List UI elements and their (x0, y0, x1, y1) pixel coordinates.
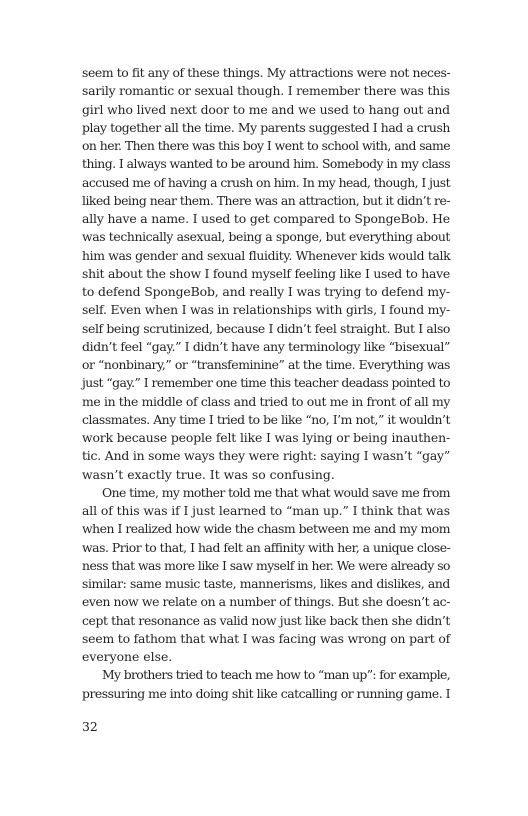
text-line: was technically asexual, being a sponge, but everything about (82, 229, 451, 245)
text-line: ness that was more like I saw myself in her. We were already so (82, 557, 450, 573)
text-line: me in the middle of class and tried to out me in front of all my (82, 393, 451, 409)
text-line: liked being near them. There was an attraction, but it didn’t re- (82, 192, 450, 208)
text-line: when I realized how wide the chasm between me and my mom (82, 521, 450, 537)
text-line: work because people felt like I was lying or being inauthen- (82, 430, 450, 445)
text-line: seem to fit any of these things. My attractions were not neces- (82, 65, 451, 80)
text-line: seem to fathom that what I was facing was wrong on part of (82, 630, 450, 646)
text-line: wasn’t exactly true. It was so confusing. (82, 466, 335, 482)
text-line: all of this was if I just learned to “man up.” I think that was (82, 503, 450, 518)
text-line: just “gay.” I remember one time this teacher deadass pointed to (82, 375, 451, 391)
text-line: him was gender and sexual fluidity. Whenever kids would talk (82, 247, 451, 263)
text-line: self being scrutinized, because I didn’t feel straight. But I also (82, 320, 451, 336)
text-line: to defend SpongeBob, and really I was trying to defend my- (82, 284, 450, 299)
text-line: thing. I always wanted to be around him. Somebody in my class (82, 156, 451, 172)
text-line: girl who lived next door to me and we used to hang out and (82, 101, 450, 117)
text-line: was. Prior to that, I had felt an affinity with her, a unique close- (82, 539, 451, 555)
text-line: tic. And in some ways they were right: saying I wasn’t “gay” (82, 448, 450, 464)
text-line: self. Even when I was in relationships with girls, I found my- (82, 302, 450, 318)
text-line: even now we relate on a number of things. But she doesn’t ac- (82, 594, 450, 610)
text-line: My brothers tried to teach me how to “man up”: for example, (102, 667, 451, 683)
text-line: didn’t feel “gay.” I didn’t have any terminology like “bisexual” (82, 338, 450, 354)
text-line: shit about the show I found myself feeling like I used to have (82, 265, 450, 281)
text-line: play together all the time. My parents suggested I had a crush (82, 119, 450, 135)
text-line: accused me of having a crush on him. In my head, though, I just (82, 174, 450, 190)
text-line: similar: same music taste, mannerisms, likes and dislikes, and (82, 576, 450, 591)
text-line: One time, my mother told me that what would save me from (102, 484, 450, 500)
page-number: 32 (82, 719, 98, 734)
text-line: cept that resonance as valid now just like back then she didn’t (82, 612, 450, 628)
text-line: classmates. Any time I tried to be like “no, I’m not,” it wouldn’t (82, 411, 451, 427)
text-line: pressuring me into doing shit like catcalling or running game. I (82, 685, 451, 701)
text-line: ally have a name. I used to get compared to SpongeBob. He (82, 211, 450, 226)
text-line: everyone else. (82, 649, 173, 664)
text-line: sarily romantic or sexual though. I remember there was this (82, 83, 450, 99)
text-line: or “nonbinary,” or “transfeminine” at the time. Everything was (82, 357, 450, 372)
body-text (82, 64, 450, 703)
text-line: on her. Then there was this boy I went to school with, and same (82, 138, 450, 153)
